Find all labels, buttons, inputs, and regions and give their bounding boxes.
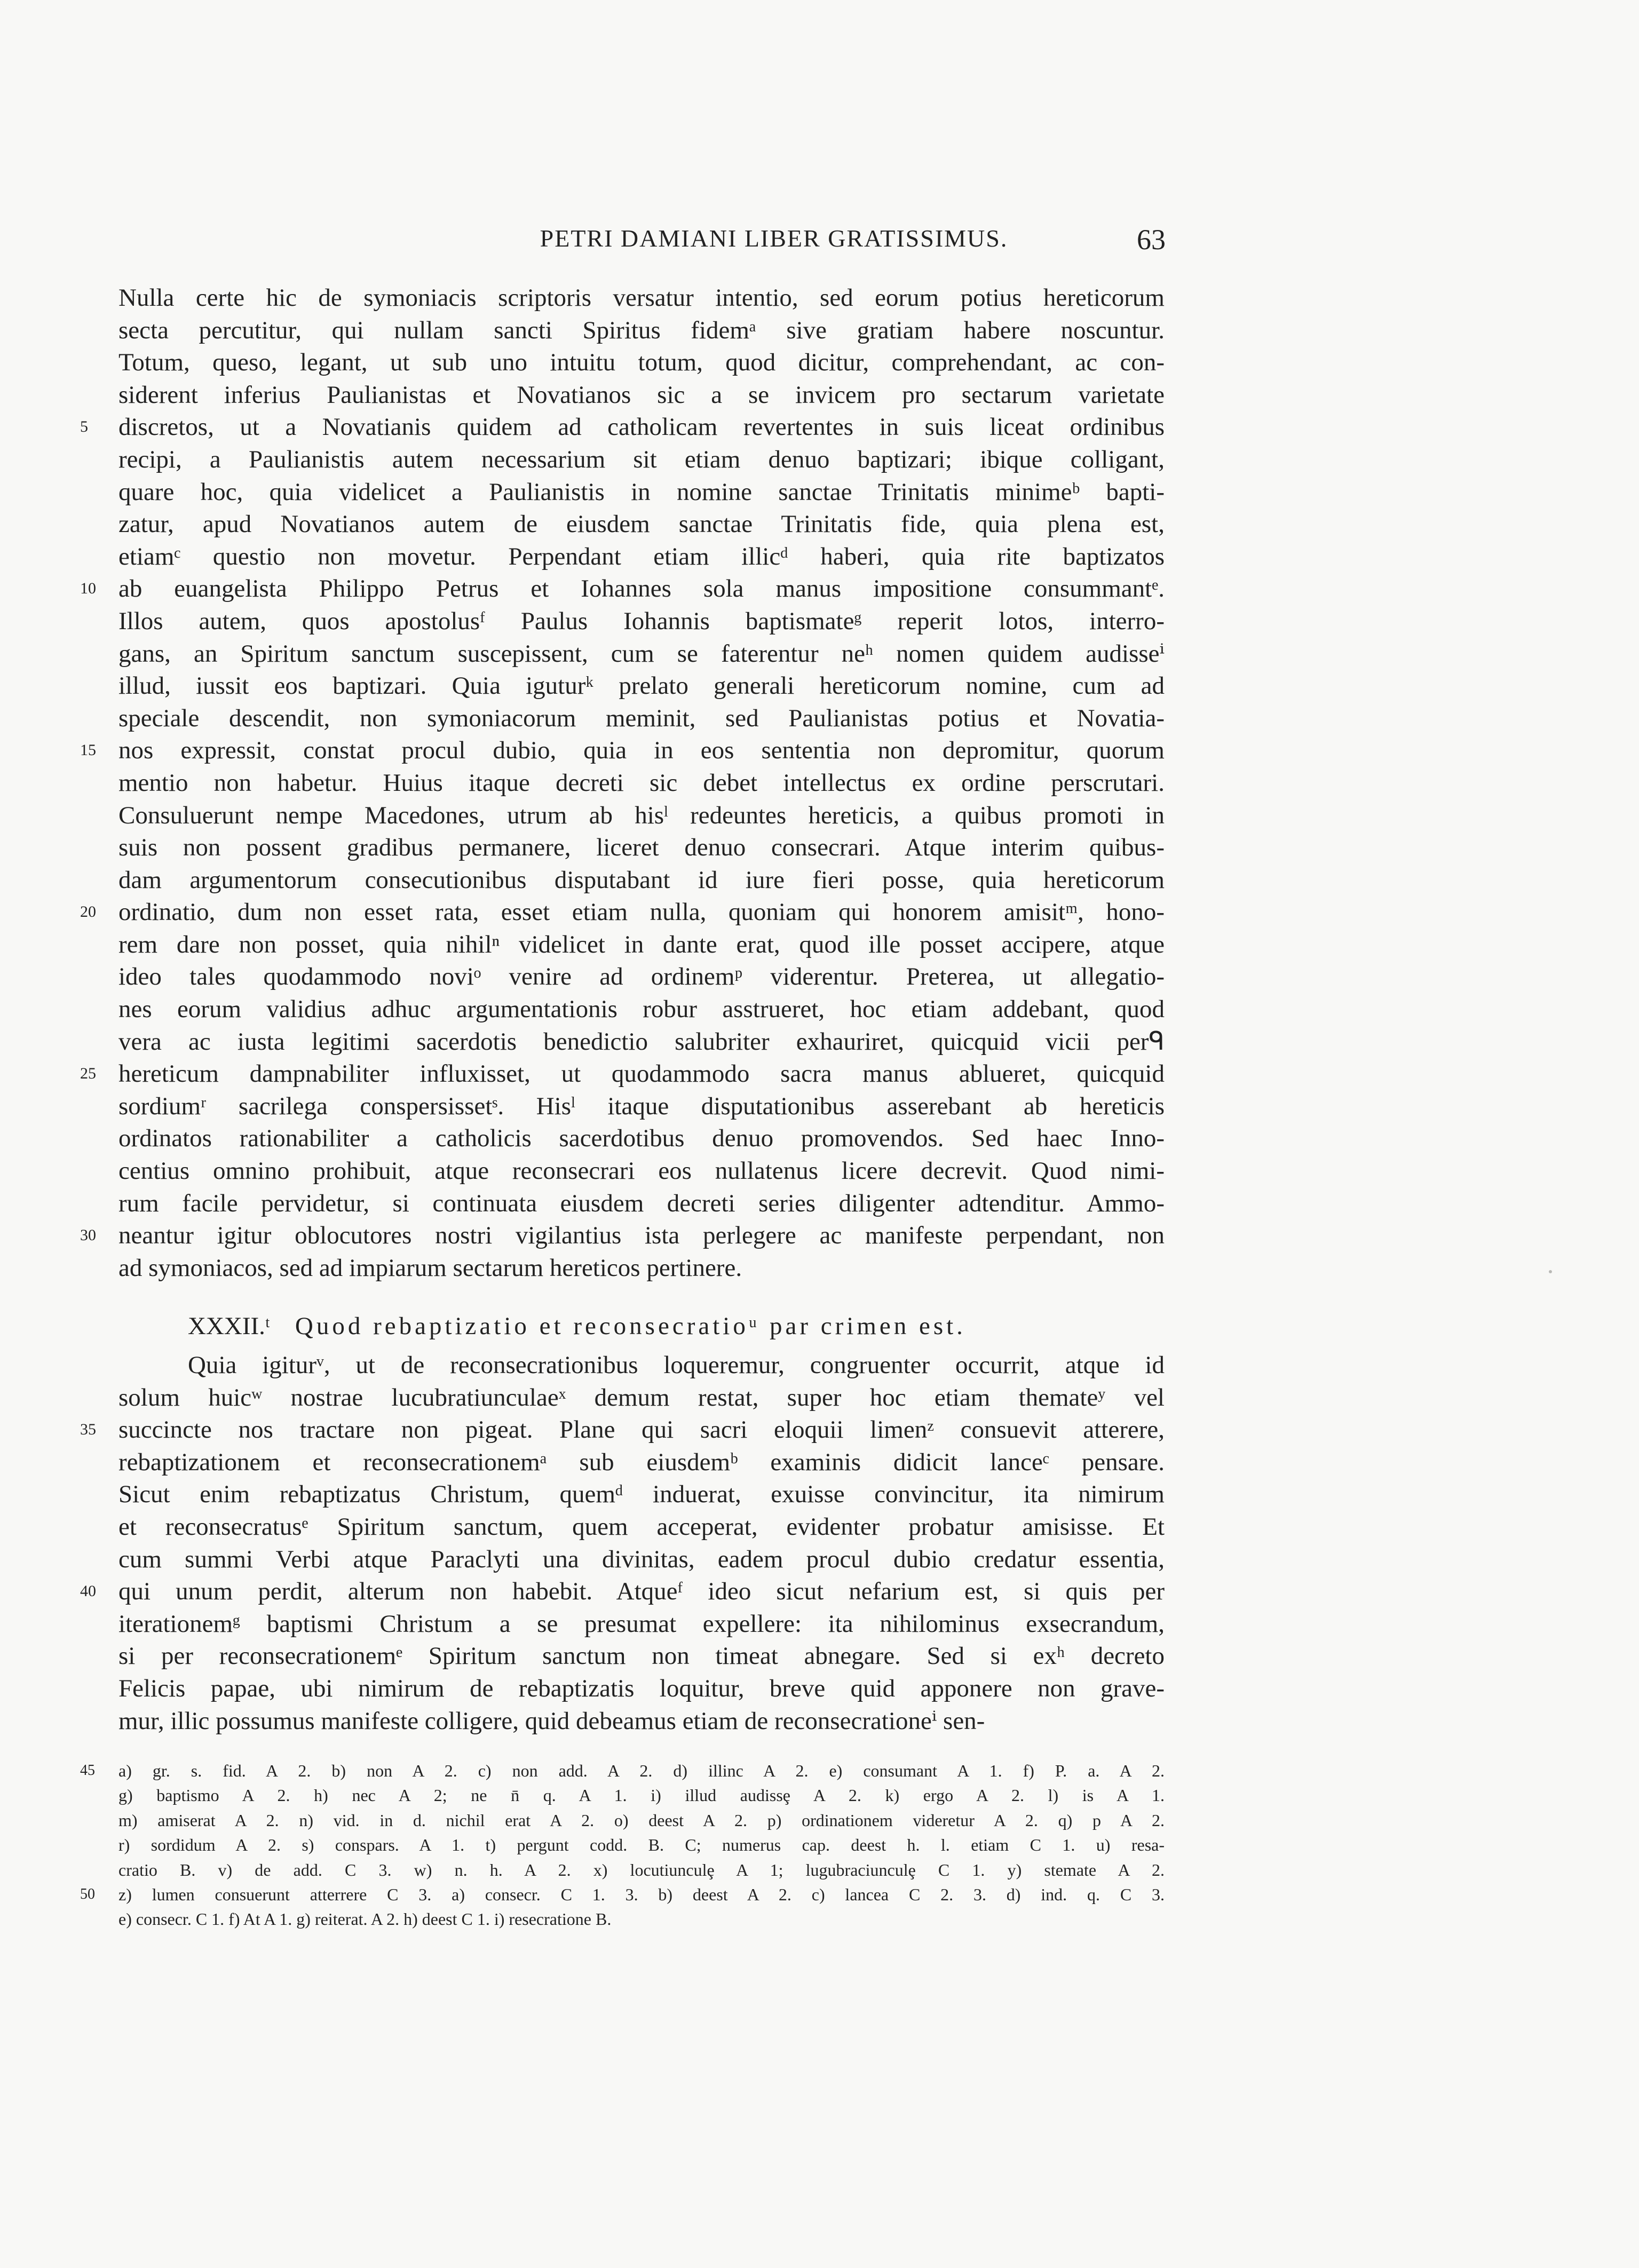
line-text: m) amiserat A 2. n) vid. in d. nichil erat A 2. o) deest A 2. p) ordinationem videretur A 2. q) p A 2.: [118, 1810, 1165, 1830]
text-line: [118, 346, 1165, 379]
footnotes: [80, 1758, 1165, 1932]
line-number: 10: [80, 580, 96, 598]
line-text: Sicut enim rebaptizatus Christum, quemᵈ induerat, exuisse convincitur, ita nimirum: [118, 1480, 1165, 1509]
line-number: 40: [80, 1582, 96, 1600]
text-line: [118, 1446, 1165, 1479]
line-text: solum huicʷ nostrae lucubratiunculaeˣ demum restat, super hoc etiam themateʸ vel: [118, 1383, 1165, 1411]
footnote-line: [118, 1783, 1165, 1807]
text-line: [118, 1122, 1165, 1155]
text-line: [118, 1026, 1165, 1058]
text-line: [118, 1672, 1165, 1705]
line-text: dam argumentorum consecutionibus disputabant id iure fieri posse, quia hereticorum: [118, 866, 1165, 894]
text-line: [118, 929, 1165, 961]
line-number: 25: [80, 1065, 96, 1083]
text-line: [118, 702, 1165, 735]
line-text: rem dare non posset, quia nihilⁿ videlicet in dante erat, quod ille posset accipere, atque: [118, 930, 1165, 958]
line-text: gans, an Spiritum sanctum suscepissent, cum se faterentur neʰ nomen quidem audisseⁱ: [118, 639, 1165, 668]
text-line: [80, 1575, 1165, 1608]
line-text: Quia igiturᵛ, ut de reconsecrationibus loqueremur, congruenter occurrit, atque id: [188, 1351, 1165, 1379]
line-text: cum summi Verbi atque Paraclyti una divinitas, eadem procul dubio credatur essentia,: [118, 1545, 1165, 1573]
chapter-heading: [188, 1310, 1202, 1342]
line-text: ordinatos rationabiliter a catholicis sacerdotibus denuo promovendos. Sed haec Inno-: [118, 1124, 1165, 1153]
text-line: [118, 443, 1165, 476]
line-text: quare hoc, quia videlicet a Paulianistis in nomine sanctae Trinitatis minimeᵇ bapti-: [118, 478, 1165, 506]
text-line: [118, 1705, 1165, 1738]
text-line: [118, 541, 1165, 573]
text-line: [118, 767, 1165, 799]
line-text: illud, iussit eos baptizari. Quia iguturᵏ prelato generali hereticorum nomine, cum ad: [118, 672, 1165, 700]
text-line: [118, 1640, 1165, 1672]
text-line: [118, 1090, 1165, 1123]
page-number: 63: [1137, 224, 1166, 256]
line-text: sordiumʳ sacrilega conspersissetˢ. Hisˡ itaque disputationibus asserebant ab hereticis: [118, 1092, 1165, 1120]
footnote-line: [118, 1858, 1165, 1882]
line-text: rebaptizationem et reconsecrationemᵃ sub eiusdemᵇ examinis didicit lanceᶜ pensare.: [118, 1448, 1165, 1476]
text-line: [80, 411, 1165, 443]
text-line: [118, 831, 1165, 864]
line-text: rum facile pervidetur, si continuata eiusdem decreti series diligenter adtenditur. Ammo-: [118, 1189, 1165, 1217]
text-line: [118, 605, 1165, 638]
line-text: zatur, apud Novatianos autem de eiusdem sanctae Trinitatis fide, quia plena est,: [118, 510, 1165, 538]
line-text: ab euangelista Philippo Petrus et Iohannes sola manus impositione consummantᵉ.: [118, 575, 1165, 603]
text-line: [80, 1414, 1165, 1446]
text-line: [80, 1058, 1165, 1090]
line-text: siderent inferius Paulianistas et Novatianos sic a se invicem pro sectarum varietate: [118, 380, 1165, 409]
line-number: 20: [80, 903, 96, 921]
line-number: 50: [80, 1885, 95, 1902]
text-line: [118, 379, 1165, 411]
text-line: [118, 864, 1165, 897]
line-number: 5: [80, 418, 88, 436]
line-text: et reconsecratusᵉ Spiritum sanctum, quem acceperat, evidenter probatur amisisse. Et: [118, 1512, 1165, 1541]
line-text: Nulla certe hic de symoniacis scriptoris versatur intentio, sed eorum potius hereticorum: [118, 284, 1165, 312]
line-text: Totum, queso, legant, ut sub uno intuitu totum, quod dicitur, comprehendant, ac con-: [118, 348, 1165, 377]
line-text: succincte nos tractare non pigeat. Plane qui sacri eloquii limenᶻ consuevit atterere,: [118, 1416, 1165, 1444]
line-number: 45: [80, 1762, 95, 1779]
line-number: 35: [80, 1421, 96, 1439]
footnote-line: [118, 1833, 1165, 1857]
line-text: si per reconsecrationemᵉ Spiritum sanctum non timeat abnegare. Sed si exʰ decreto: [118, 1642, 1165, 1670]
footnote-line: [80, 1758, 1165, 1783]
line-text: r) sordidum A 2. s) conspars. A 1. t) pergunt codd. B. C; numerus cap. deest h. l. etiam C 1. u) resa-: [118, 1835, 1165, 1855]
text-line: [118, 1252, 1165, 1284]
chapter-number: XXXII.ᵗ: [188, 1312, 270, 1340]
margin-speck: [1549, 1270, 1552, 1273]
text-line: [118, 638, 1165, 670]
line-text: secta percutitur, qui nullam sancti Spiritus fidemᵃ sive gratiam habere noscuntur.: [118, 316, 1165, 344]
line-text: Illos autem, quos apostolusᶠ Paulus Iohannis baptismateᵍ reperit lotos, interro-: [118, 607, 1165, 635]
text-line: [118, 1187, 1165, 1220]
line-text: cratio B. v) de add. C 3. w) n. h. A 2. x) locutiunculȩ A 1; lugubraciunculȩ C 1. y) stemate A 2.: [118, 1860, 1165, 1880]
text-line: [118, 1608, 1165, 1640]
footnote-line: [118, 1907, 1165, 1931]
line-text: ideo tales quodammodo noviᵒ venire ad ordinemᵖ viderentur. Preterea, ut allegatio-: [118, 963, 1165, 991]
text-line: [80, 1219, 1165, 1252]
chapter-text: [80, 1349, 1165, 1737]
line-text: a) gr. s. fid. A 2. b) non A 2. c) non add. A 2. d) illinc A 2. e) consumant A 1. f) P. a. A 2.: [118, 1761, 1165, 1780]
line-text: mentio non habetur. Huius itaque decreti sic debet intellectus ex ordine perscrutari.: [118, 768, 1165, 797]
line-text: qui unum perdit, alterum non habebit. Atqueᶠ ideo sicut nefarium est, si quis per: [118, 1577, 1165, 1606]
line-text: mur, illic possumus manifeste colligere, quid debeamus etiam de reconsecrationeⁱ sen-: [118, 1707, 985, 1735]
line-text: ordinatio, dum non esset rata, esset etiam nulla, quoniam qui honorem amisitᵐ, hono-: [118, 898, 1165, 926]
line-text: etiamᶜ questio non movetur. Perpendant etiam illicᵈ haberi, quia rite baptizatos: [118, 542, 1165, 570]
line-text: suis non possent gradibus permanere, liceret denuo consecrari. Atque interim quibus-: [118, 834, 1165, 862]
text-line: [118, 993, 1165, 1026]
line-text: recipi, a Paulianistis autem necessarium sit etiam denuo baptizari; ibique colligant,: [118, 445, 1165, 473]
text-line: [118, 670, 1165, 702]
line-text: g) baptismo A 2. h) nec A 2; ne n̄ q. A 1. i) illud audissȩ A 2. k) ergo A 2. l) is A 1.: [118, 1786, 1165, 1805]
text-line: [80, 734, 1165, 767]
text-line: [118, 1478, 1165, 1511]
chapter-title: Quod rebaptizatio et reconsecratioᵘ par crimen est.: [295, 1312, 966, 1340]
text-line: [118, 1155, 1165, 1187]
line-number: 30: [80, 1226, 96, 1244]
running-head: PETRI DAMIANI LIBER GRATISSIMUS.: [540, 225, 1008, 252]
line-text: z) lumen consuerunt atterrere C 3. a) consecr. C 1. 3. b) deest A 2. c) lancea C 2. 3. d) ind. q. C 3.: [118, 1884, 1165, 1904]
line-text: discretos, ut a Novatianis quidem ad catholicam revertentes in suis liceat ordinibus: [118, 413, 1165, 441]
body-text: [80, 282, 1165, 1284]
text-line: [80, 896, 1165, 929]
text-line: [118, 508, 1165, 541]
line-text: iterationemᵍ baptismi Christum a se presumat expellere: ita nihilominus exsecrandum,: [118, 1609, 1165, 1638]
line-text: hereticum dampnabiliter influxisset, ut quodammodo sacra manus ablueret, quicquid: [118, 1060, 1165, 1088]
line-text: Consuluerunt nempe Macedones, utrum ab hisˡ redeuntes hereticis, a quibus promoti in: [118, 801, 1165, 829]
line-text: centius omnino prohibuit, atque reconsecrari eos nullatenus licere decrevit. Quod nimi-: [118, 1157, 1165, 1185]
text-line: [118, 799, 1165, 832]
text-line: [118, 1511, 1165, 1543]
text-line: [118, 1382, 1165, 1414]
text-line: [80, 573, 1165, 605]
footnote-line: [80, 1882, 1165, 1907]
line-number: 15: [80, 741, 96, 759]
text-line: [118, 282, 1165, 314]
text-line: [118, 476, 1165, 509]
line-text: e) consecr. C 1. f) At A 1. g) reiterat. A 2. h) deest C 1. i) resecratione B.: [118, 1909, 612, 1929]
line-text: ad symoniacos, sed ad impiarum sectarum hereticos pertinere.: [118, 1254, 742, 1282]
line-text: nes eorum validius adhuc argumentationis robur asstrueret, hoc etiam addebant, quod: [118, 995, 1165, 1024]
text-line: [118, 314, 1165, 347]
line-text: Felicis papae, ubi nimirum de rebaptizatis loquitur, breve quid apponere non grave-: [118, 1674, 1165, 1702]
footnote-line: [118, 1808, 1165, 1833]
line-text: neantur igitur oblocutores nostri vigilantius ista perlegere ac manifeste perpendant, non: [118, 1222, 1165, 1250]
text-line: [118, 961, 1165, 993]
line-text: speciale descendit, non symoniacorum meminit, sed Paulianistas potius et Novatia-: [118, 704, 1165, 732]
text-line: [118, 1543, 1165, 1576]
line-text: vera ac iusta legitimi sacerdotis benedictio salubriter exhauriret, quicquid vicii perᑫ: [118, 1027, 1165, 1056]
text-line: [118, 1349, 1165, 1382]
line-text: nos expressit, constat procul dubio, quia in eos sententia non depromitur, quorum: [118, 736, 1165, 765]
